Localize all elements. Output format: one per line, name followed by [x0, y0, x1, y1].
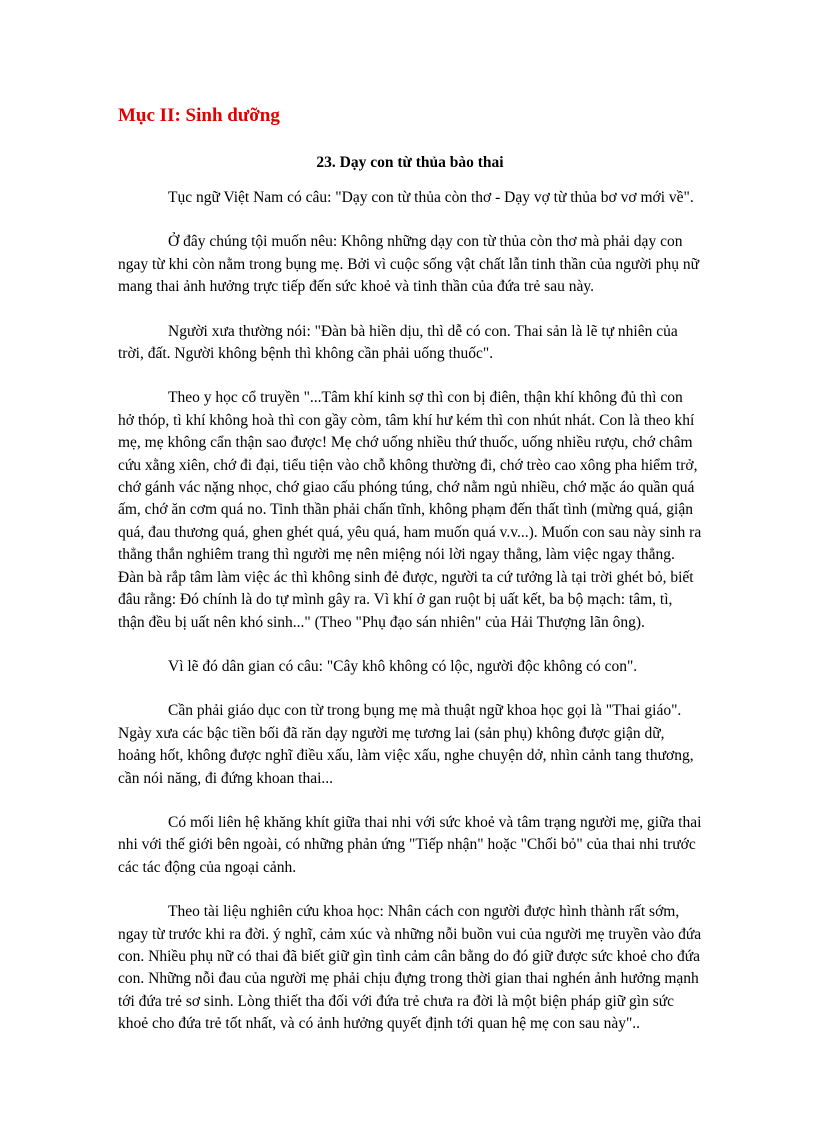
paragraph-2: Ở đây chúng tội muốn nêu: Không những dạy con từ thủa còn thơ mà phải dạy con ngay từ khi còn nằm trong bụng mẹ. Bởi vì cuộc sống vật chất lẫn tinh thần của người phụ nữ mang thai ảnh hưởng trực tiếp đến sức khoẻ và tinh thần của đứa trẻ sau này. [118, 233, 699, 296]
document-page [118, 98, 702, 1036]
paragraph-6: Cần phải giáo dục con từ trong bụng mẹ mà thuật ngữ khoa học gọi là "Thai giáo". Ngày xưa các bậc tiền bối đã răn dạy người mẹ tương lai (sản phụ) không được giận dữ, hoảng hốt, không được nghĩ điều xấu, làm việc xấu, nghe chuyện dở, nhìn cảnh tang thương, cần nói năng, đi đứng khoan thai... [118, 702, 694, 787]
paragraph-3: Người xưa thường nói: "Đàn bà hiền dịu, thì dễ có con. Thai sản là lẽ tự nhiên của trời, đất. Người không bệnh thì không cần phải uống thuốc". [118, 322, 678, 363]
section-heading: Mục II: Sinh dưỡng [118, 105, 280, 126]
paragraph-1: Tục ngữ Việt Nam có câu: "Dạy con từ thủa còn thơ - Dạy vợ từ thủa bơ vơ mới về". [168, 189, 694, 206]
paragraph-8: Theo tài liệu nghiên cứu khoa học: Nhân cách con người được hình thành rất sớm, ngay từ trước khi ra đời. ý nghĩ, cảm xúc và những nỗi buồn vui của người mẹ truyền vào đứa con. Nhiều phụ nữ có thai đã biết giữ gìn tình cảm cân bằng do đó giữ được sức khoẻ cho đứa con. Những nỗi đau của người mẹ phải chịu đựng trong thời gian thai nghén ảnh hưởng mạnh tới đứa trẻ sơ sinh. Lòng thiết tha đối với đứa trẻ chưa ra đời là một biện pháp giữ gìn sức khoẻ cho đứa trẻ tốt nhất, và có ảnh hưởng quyết định tới quan hệ mẹ con sau này".. [118, 903, 702, 1033]
paragraph-4: Theo y học cổ truyền "...Tâm khí kinh sợ thì con bị điên, thận khí không đủ thì con hở thóp, tì khí không hoà thì con gầy còm, tâm khí hư kém thì con nhút nhát. Con là theo khí mẹ, mẹ không cẩn thận sao được! Mẹ chớ uống nhiều thứ thuốc, uống nhiều rượu, chớ châm cứu xằng xiên, chớ đi đại, tiểu tiện vào chỗ không thường đi, chớ trèo cao xông pha hiểm trở, chớ gánh vác nặng nhọc, chớ giao cấu phóng túng, chớ nằm ngủ nhiều, chớ mặc áo quần quá ấm, chớ ăn cơm quá no. Tinh thần phải chấn tĩnh, không phạm đến thất tình (mừng quá, giận quá, đau thương quá, ghen ghét quá, yêu quá, ham muốn quá v.v...). Muốn con sau này sinh ra thẳng thắn nghiêm trang thì người mẹ nên miệng nói lời ngay thẳng, làm việc ngay thẳng. Đàn bà rắp tâm làm việc ác thì không sinh đẻ được, người ta cứ tưởng là tại trời ghét bỏ, biết đâu rằng: Đó chính là do tự mình gây ra. Vì khí ở gan ruột bị uất kết, ba bộ mạch: tâm, tì, thận đều bị uất nên khó sinh..." (Theo "Phụ đạo sán nhiên" của Hải Thượng lãn ông). [118, 389, 702, 631]
paragraph-5: Vì lẽ đó dân gian có câu: "Cây khô không có lộc, người độc không có con". [168, 657, 638, 675]
paragraph-7: Có mối liên hệ khăng khít giữa thai nhi với sức khoẻ và tâm trạng người mẹ, giữa thai nhi với thế giới bên ngoài, có những phản ứng "Tiếp nhận" hoặc "Chối bỏ" của thai nhi trước các tác động của ngoại cảnh. [118, 813, 702, 876]
article-title: 23. Dạy con từ thủa bào thai [316, 154, 504, 171]
